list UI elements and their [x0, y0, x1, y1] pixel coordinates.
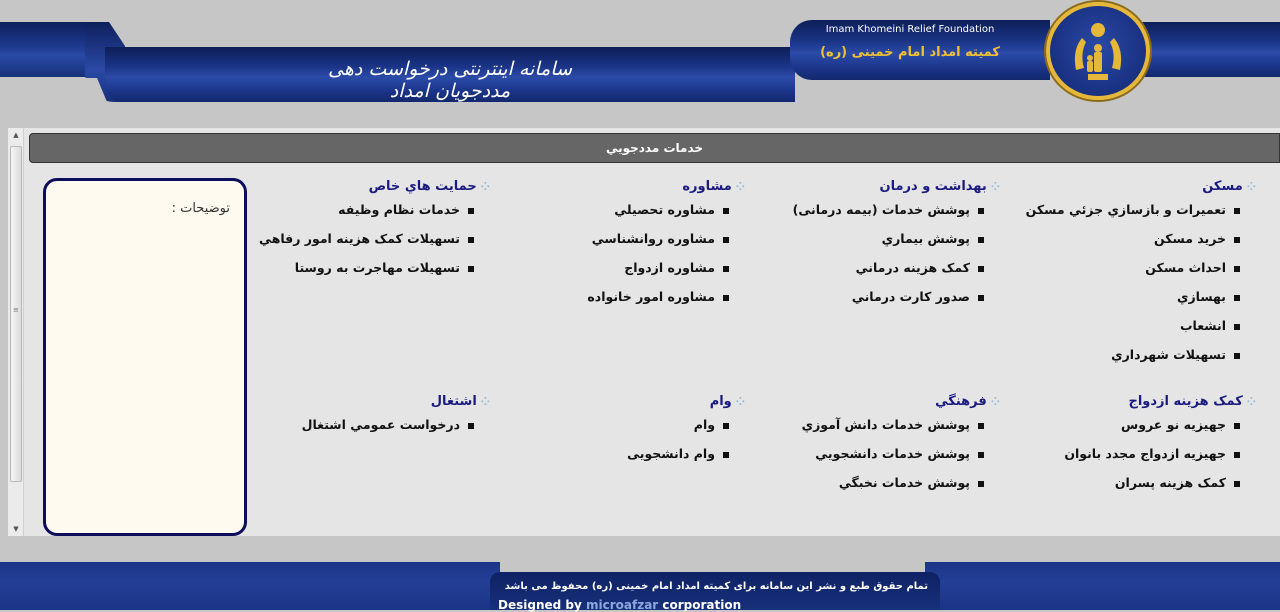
service-link-text: مشاوره ازدواج [624, 260, 715, 275]
service-link[interactable] [1026, 316, 1240, 345]
designed-by-suffix: corporation [662, 598, 742, 612]
service-link[interactable] [1064, 415, 1240, 444]
service-link[interactable] [1064, 473, 1240, 502]
service-link[interactable] [793, 258, 984, 287]
service-link-text: تسهيلات شهرداري [1111, 347, 1226, 362]
footer-ribbon-right [925, 562, 1280, 610]
service-link[interactable] [587, 258, 729, 287]
bullet-icon [1234, 481, 1240, 487]
scroll-down-arrow-icon[interactable]: ▼ [13, 525, 19, 533]
category-list [302, 415, 474, 444]
service-link-text: پوشش بيماري [881, 231, 970, 246]
bullet-icon [468, 423, 474, 429]
service-link-text: کمک هزينه درماني [855, 260, 970, 275]
bullet-icon [723, 452, 729, 458]
bullet-icon [978, 208, 984, 214]
bullet-icon [468, 208, 474, 214]
service-link-text: بهسازي [1176, 289, 1226, 304]
dots-icon: ⁘ [990, 395, 1000, 408]
scroll-up-arrow-icon[interactable]: ▲ [13, 131, 19, 139]
service-link-text: وام [693, 417, 715, 432]
service-link[interactable] [1064, 444, 1240, 473]
site-header [0, 0, 1280, 120]
designed-by-prefix: Designed by [498, 598, 582, 612]
service-link[interactable] [259, 258, 474, 287]
category-title-text: مسکن [1202, 179, 1243, 194]
service-link[interactable] [793, 200, 984, 229]
service-link-text: مشاوره روانشناسي [591, 231, 715, 246]
category-health [793, 178, 1000, 316]
scrollbar-thumb[interactable] [10, 146, 22, 482]
bullet-icon [1234, 324, 1240, 330]
service-link-text: پوشش خدمات (بيمه درمانی) [792, 202, 970, 217]
bullet-icon [978, 452, 984, 458]
bullet-icon [1234, 266, 1240, 272]
service-link-text: صدور کارت درماني [851, 289, 970, 304]
service-link[interactable] [259, 229, 474, 258]
bullet-icon [978, 237, 984, 243]
service-link-text: تسهيلات مهاجرت به روستا [294, 260, 460, 275]
service-link[interactable] [1026, 345, 1240, 374]
category-title-text: بهداشت و درمان [879, 179, 987, 194]
bullet-icon [723, 266, 729, 272]
category-title-text: اشتغال [430, 394, 477, 409]
category-list [259, 200, 474, 287]
service-link-text: مشاوره تحصيلي [614, 202, 715, 217]
service-link[interactable] [302, 415, 474, 444]
dots-icon: ⁘ [990, 180, 1000, 193]
category-counseling [587, 178, 745, 316]
dots-icon: ⁘ [735, 180, 745, 193]
section-title-bar: خدمات مددجويي [29, 133, 1280, 163]
service-link-text: پوشش خدمات دانشجويي [815, 446, 970, 461]
bullet-icon [723, 423, 729, 429]
category-title [259, 178, 490, 196]
category-title [802, 393, 1000, 411]
service-link[interactable] [627, 415, 729, 444]
category-special-support [259, 178, 490, 287]
description-panel [43, 178, 247, 536]
category-title [1026, 178, 1256, 196]
header-ribbon-right [1140, 22, 1280, 77]
service-link-text: درخواست عمومي اشتغال [301, 417, 460, 432]
service-link[interactable] [1026, 229, 1240, 258]
dots-icon: ⁘ [1246, 180, 1256, 193]
site-title: سامانه اینترنتی درخواست دهی مددجویان امداد [327, 58, 572, 102]
bullet-icon [723, 208, 729, 214]
service-link-text: انشعاب [1179, 318, 1226, 333]
category-title [587, 178, 745, 196]
service-link[interactable] [587, 229, 729, 258]
service-link-text: خدمات نظام وظيفه [338, 202, 460, 217]
service-link[interactable] [1026, 200, 1240, 229]
bullet-icon [1234, 423, 1240, 429]
bullet-icon [1234, 452, 1240, 458]
category-marriage-aid [1064, 393, 1256, 502]
category-loan [627, 393, 745, 473]
service-link[interactable] [587, 200, 729, 229]
category-title [627, 393, 745, 411]
bullet-icon [723, 237, 729, 243]
bullet-icon [723, 295, 729, 301]
service-link-text: پوشش خدمات نخبگي [838, 475, 970, 490]
service-link[interactable] [1026, 287, 1240, 316]
category-employment [302, 393, 490, 444]
bullet-icon [1234, 353, 1240, 359]
bullet-icon [1234, 295, 1240, 301]
service-link-text: مشاوره امور خانواده [587, 289, 715, 304]
bullet-icon [978, 266, 984, 272]
category-list [1064, 415, 1240, 502]
footer-ribbon-left [0, 562, 500, 610]
category-housing [1026, 178, 1256, 374]
service-link-text: پوشش خدمات دانش آموزي [801, 417, 970, 432]
category-title [302, 393, 490, 411]
bullet-icon [1234, 237, 1240, 243]
relief-foundation-logo-icon[interactable] [1046, 2, 1150, 100]
category-list [627, 415, 729, 473]
service-link-text: احداث مسكن [1145, 260, 1226, 275]
bullet-icon [978, 423, 984, 429]
service-link-text: تسهيلات کمک هزينه امور رفاهي [259, 231, 460, 246]
category-title-text: کمک هزینه ازدواج [1128, 394, 1243, 409]
category-list [1026, 200, 1240, 374]
description-label: توضیحات : [171, 201, 230, 216]
category-title [793, 178, 1000, 196]
category-title-text: حمايت هاي خاص [368, 179, 477, 194]
service-link[interactable] [627, 444, 729, 473]
org-name-english: Imam Khomeini Relief Foundation [825, 24, 995, 35]
category-title-text: مشاوره [682, 179, 732, 194]
category-list [802, 415, 984, 502]
category-title [1064, 393, 1256, 411]
service-link[interactable] [802, 415, 984, 444]
category-title-text: وام [709, 394, 732, 409]
category-list [793, 200, 984, 316]
vertical-scrollbar[interactable] [8, 128, 24, 536]
service-link[interactable] [802, 473, 984, 502]
service-link[interactable] [587, 287, 729, 316]
dots-icon: ⁘ [480, 395, 490, 408]
category-cultural [802, 393, 1000, 502]
bullet-icon [1234, 208, 1240, 214]
scroll-grip-icon: ≡ [13, 306, 19, 314]
service-link-text: خريد مسكن [1153, 231, 1226, 246]
service-link[interactable] [793, 287, 984, 316]
service-link[interactable] [802, 444, 984, 473]
service-link-text: تعميرات و بازسازي جزئي مسكن [1025, 202, 1226, 217]
bullet-icon [978, 481, 984, 487]
dots-icon: ⁘ [480, 180, 490, 193]
service-link[interactable] [1026, 258, 1240, 287]
category-title-text: فرهنگي [935, 394, 987, 409]
emblem-hands-icon [1068, 20, 1128, 82]
dots-icon: ⁘ [1246, 395, 1256, 408]
designer-brand-link[interactable]: microafzar [586, 598, 659, 612]
bullet-icon [468, 266, 474, 272]
service-link[interactable] [793, 229, 984, 258]
service-link-text: وام دانشجویی [627, 446, 715, 461]
service-link-text: كمک هزينه پسران [1114, 475, 1226, 490]
service-link-text: جهيزيه نو عروس [1121, 417, 1226, 432]
bullet-icon [468, 237, 474, 243]
category-list [587, 200, 729, 316]
service-link-text: جهيزيه ازدواج مجدد بانوان [1064, 446, 1226, 461]
bullet-icon [978, 295, 984, 301]
service-link[interactable] [259, 200, 474, 229]
dots-icon: ⁘ [735, 395, 745, 408]
org-name-persian: کمیته امداد امام خمینی (ره) [820, 45, 1000, 60]
copyright-text: تمام حقوق طبع و نشر این سامانه برای کمیته امداد امام خمینی (ره) محفوظ می باشد [504, 581, 928, 592]
